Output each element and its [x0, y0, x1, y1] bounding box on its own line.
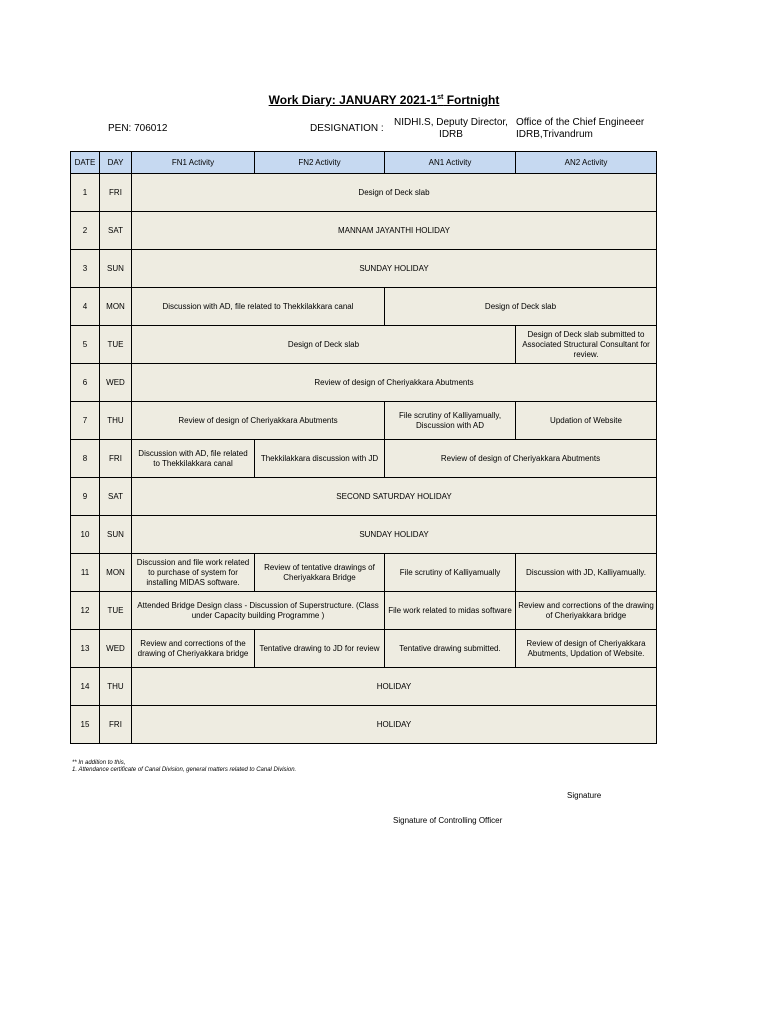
activity-cell: Design of Deck slab: [132, 174, 657, 212]
table-header-row: [71, 152, 657, 174]
diary-title: [0, 93, 768, 107]
header-an1: AN1 Activity: [385, 152, 516, 174]
activity-cell: Design of Deck slab: [132, 326, 516, 364]
controlling-officer-signature: Signature of Controlling Officer: [393, 816, 503, 825]
table-row: [71, 212, 657, 250]
date-cell: 3: [71, 250, 100, 288]
activity-cell: Review of design of Cheriyakkara Abutments, Updation of Website.: [516, 630, 657, 668]
date-cell: 2: [71, 212, 100, 250]
activity-cell: Tentative drawing to JD for review: [255, 630, 385, 668]
work-diary-table: [70, 151, 657, 744]
day-cell: SAT: [100, 478, 132, 516]
table-row: [71, 706, 657, 744]
header-fn2: FN2 Activity: [255, 152, 385, 174]
activity-cell: Updation of Website: [516, 402, 657, 440]
activity-cell: SECOND SATURDAY HOLIDAY: [132, 478, 657, 516]
activity-cell: HOLIDAY: [132, 706, 657, 744]
day-cell: SUN: [100, 250, 132, 288]
table-row: [71, 174, 657, 212]
day-cell: THU: [100, 402, 132, 440]
title-superscript: st: [437, 94, 444, 101]
date-cell: 5: [71, 326, 100, 364]
date-cell: 10: [71, 516, 100, 554]
day-cell: MON: [100, 288, 132, 326]
table-row: [71, 592, 657, 630]
title-prefix: Work Diary: JANUARY 2021-1: [268, 93, 438, 107]
day-cell: MON: [100, 554, 132, 592]
header-date: DATE: [71, 152, 100, 174]
date-cell: 13: [71, 630, 100, 668]
table-row: [71, 402, 657, 440]
activity-cell: Review of design of Cheriyakkara Abutments: [132, 364, 657, 402]
activity-cell: Review and corrections of the drawing of Cheriyakkara bridge: [516, 592, 657, 630]
day-cell: THU: [100, 668, 132, 706]
activity-cell: Discussion with AD, file related to Thekkilakkara canal: [132, 440, 255, 478]
pen-number: PEN: 706012: [108, 123, 168, 134]
table-row: [71, 516, 657, 554]
date-cell: 1: [71, 174, 100, 212]
signature-label: Signature: [567, 791, 602, 800]
table-row: [71, 326, 657, 364]
date-cell: 11: [71, 554, 100, 592]
day-cell: FRI: [100, 706, 132, 744]
header-day: DAY: [100, 152, 132, 174]
table-row: [71, 630, 657, 668]
activity-cell: File scrutiny of Kalliyamually, Discussion with AD: [385, 402, 516, 440]
table-row: [71, 668, 657, 706]
date-cell: 9: [71, 478, 100, 516]
activity-cell: File scrutiny of Kalliyamually: [385, 554, 516, 592]
note-intro: ** In addition to this,: [72, 760, 126, 766]
activity-cell: Review of design of Cheriyakkara Abutments: [132, 402, 385, 440]
officer-name-line2: IDRB: [439, 129, 463, 140]
title-suffix: Fortnight: [443, 93, 500, 107]
day-cell: WED: [100, 630, 132, 668]
date-cell: 7: [71, 402, 100, 440]
office-line1: Office of the Chief Engineeer: [516, 117, 645, 128]
activity-cell: Discussion with AD, file related to Thekkilakkara canal: [132, 288, 385, 326]
date-cell: 8: [71, 440, 100, 478]
date-cell: 4: [71, 288, 100, 326]
day-cell: TUE: [100, 592, 132, 630]
activity-cell: Discussion and file work related to purchase of system for installing MIDAS software.: [132, 554, 255, 592]
activity-cell: Tentative drawing submitted.: [385, 630, 516, 668]
activity-cell: Attended Bridge Design class - Discussion of Superstructure. (Class under Capacity building Programme ): [132, 592, 385, 630]
table-row: [71, 364, 657, 402]
officer-name: [390, 117, 512, 141]
note-item: 1. Attendance certificate of Canal Division, general matters related to Canal Division.: [72, 767, 297, 773]
activity-cell: Review of tentative drawings of Cheriyakkara Bridge: [255, 554, 385, 592]
date-cell: 14: [71, 668, 100, 706]
activity-cell: SUNDAY HOLIDAY: [132, 250, 657, 288]
office-line2: IDRB,Trivandrum: [516, 129, 593, 140]
table-row: [71, 250, 657, 288]
date-cell: 6: [71, 364, 100, 402]
date-cell: 15: [71, 706, 100, 744]
day-cell: FRI: [100, 174, 132, 212]
activity-cell: Review and corrections of the drawing of Cheriyakkara bridge: [132, 630, 255, 668]
activity-cell: Review of design of Cheriyakkara Abutments: [385, 440, 657, 478]
table-row: [71, 288, 657, 326]
table-row: [71, 554, 657, 592]
activity-cell: File work related to midas software: [385, 592, 516, 630]
table-row: [71, 478, 657, 516]
date-cell: 12: [71, 592, 100, 630]
day-cell: TUE: [100, 326, 132, 364]
day-cell: FRI: [100, 440, 132, 478]
activity-cell: Design of Deck slab submitted to Associated Structural Consultant for review.: [516, 326, 657, 364]
header-an2: AN2 Activity: [516, 152, 657, 174]
day-cell: WED: [100, 364, 132, 402]
activity-cell: Design of Deck slab: [385, 288, 657, 326]
activity-cell: Discussion with JD, Kalliyamually.: [516, 554, 657, 592]
day-cell: SAT: [100, 212, 132, 250]
table-body: [71, 174, 657, 744]
designation-label: DESIGNATION :: [310, 123, 384, 134]
table-row: [71, 440, 657, 478]
activity-cell: Thekkilakkara discussion with JD: [255, 440, 385, 478]
day-cell: SUN: [100, 516, 132, 554]
office-address: [516, 117, 644, 141]
activity-cell: MANNAM JAYANTHI HOLIDAY: [132, 212, 657, 250]
activity-cell: SUNDAY HOLIDAY: [132, 516, 657, 554]
header-fn1: FN1 Activity: [132, 152, 255, 174]
officer-name-line1: NIDHI.S, Deputy Director,: [394, 117, 508, 128]
activity-cell: HOLIDAY: [132, 668, 657, 706]
